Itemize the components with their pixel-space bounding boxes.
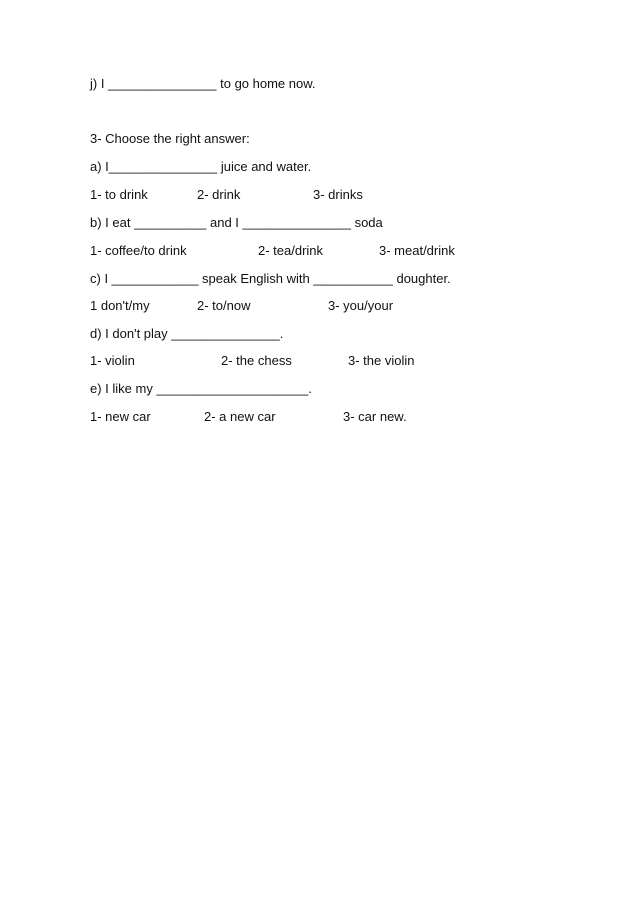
question-e-option-2: 2- a new car	[204, 409, 276, 424]
question-b-option-2: 2- tea/drink	[258, 243, 324, 258]
question-c-option-1: 1 don't/my	[90, 298, 150, 313]
question-a-option-2: 2- drink	[197, 187, 241, 202]
question-b-option-3: 3- meat/drink	[379, 243, 455, 258]
question-a-option-3: 3- drinks	[313, 187, 363, 202]
question-c-sentence: c) I ____________ speak English with ___________ doughter.	[90, 271, 451, 286]
question-c-option-3: 3- you/your	[328, 298, 394, 313]
section-3-heading: 3- Choose the right answer:	[90, 131, 250, 146]
question-e-option-3: 3- car new.	[343, 409, 407, 424]
question-d-sentence: d) I don't play _______________.	[90, 326, 284, 341]
question-a-sentence: a) I_______________ juice and water.	[90, 159, 312, 174]
question-e-option-1: 1- new car	[90, 409, 151, 424]
question-c-option-2: 2- to/now	[197, 298, 251, 313]
exercise-j-sentence: j) I _______________ to go home now.	[90, 76, 316, 91]
question-d-option-3: 3- the violin	[348, 353, 415, 368]
question-d-option-2: 2- the chess	[221, 353, 292, 368]
question-d-option-1: 1- violin	[90, 353, 135, 368]
question-b-option-1: 1- coffee/to drink	[90, 243, 187, 258]
question-a-option-1: 1- to drink	[90, 187, 148, 202]
question-b-sentence: b) I eat __________ and I _______________ soda	[90, 215, 383, 230]
question-e-sentence: e) I like my _____________________.	[90, 381, 312, 396]
